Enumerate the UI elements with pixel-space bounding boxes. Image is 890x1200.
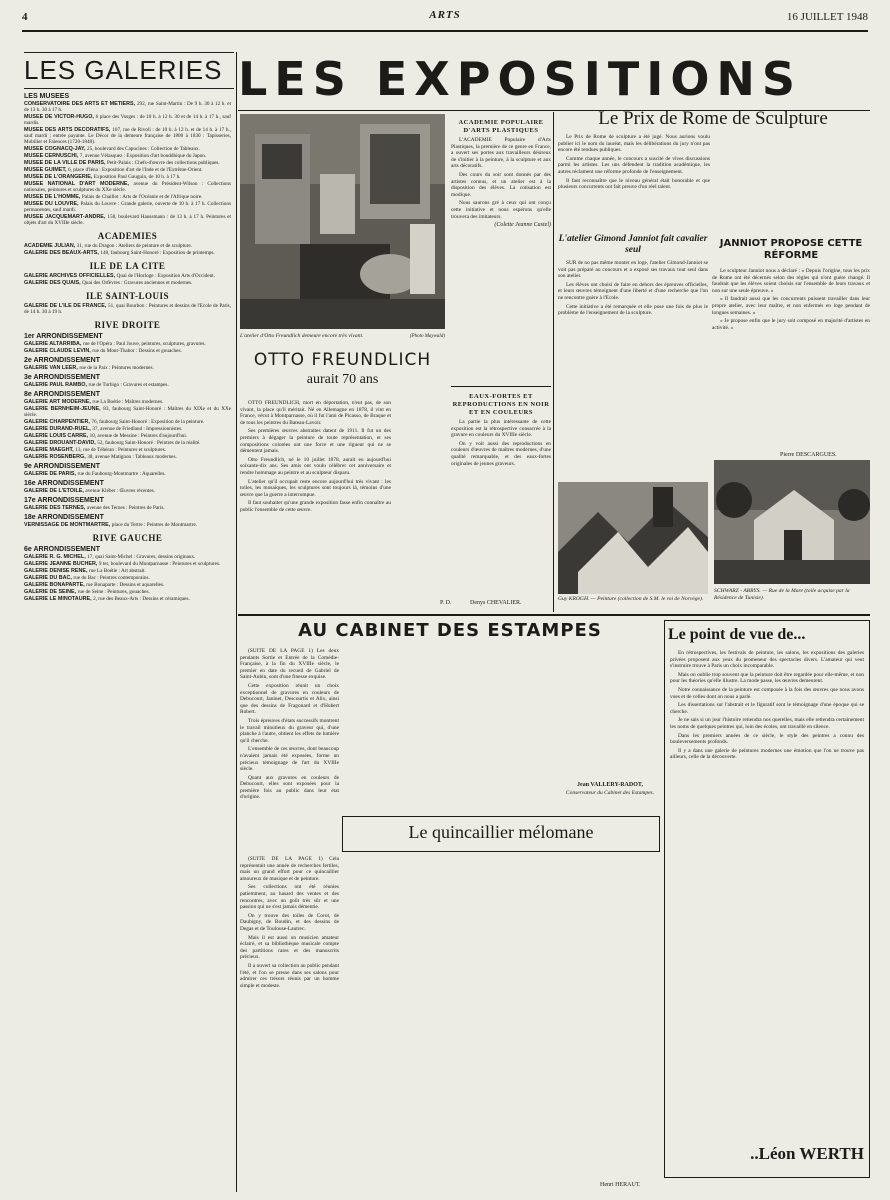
studio-photo-illustration <box>240 114 445 329</box>
galerie-details: 25, boulevard des Capucines : Collection de Tableaux. <box>87 146 200 152</box>
galeries-section-heading: ILE DE LA CITE <box>89 261 166 271</box>
galerie-details: rue du Mont-Thabor : Dessins et gouaches. <box>92 348 182 354</box>
galerie-entry <box>24 194 231 200</box>
galerie-entry <box>24 348 231 354</box>
galerie-name: MUSEE DE VICTOR-HUGO, <box>24 114 96 120</box>
freundlich-paragraph: L'atelier qu'il occupait reste encore aujourd'hui très vivant : les toiles, les mosaïques, les sculptures sont toujours là, témoins d'une œuvre que la guerre a interrompue. <box>240 478 391 498</box>
galerie-details: 37, avenue de Friedland : Impressionnistes. <box>92 426 183 432</box>
galerie-entry <box>24 181 231 193</box>
galerie-entry <box>24 127 231 145</box>
galeries-section-heading: 9e ARRONDISSEMENT <box>24 463 100 470</box>
galerie-entry <box>24 554 231 560</box>
galerie-name: GALERIE DENISE RENE, <box>24 568 89 574</box>
galerie-details: Petit-Palais : Chefs-d'œuvre des collections publiques. <box>106 160 220 166</box>
schwarz-caption: SCHWARZ - ABRYS. — Rue de la Mare (toile acquise par la Résidence de Tunisie). <box>714 588 850 601</box>
galerie-name: MUSEE DU LOUVRE, <box>24 201 81 207</box>
janniot-signature: Pierre DESCARGUES. <box>780 452 837 458</box>
galerie-details: rue de l'Opéra : Paul Jouve, peintures, sculptures, gravures. <box>82 341 206 347</box>
galerie-entry <box>24 167 231 173</box>
galerie-name: MUSEE JACQUEMART-ANDRE, <box>24 214 108 220</box>
galerie-name: GALERIE BERNHEIM-JEUNE, <box>24 406 104 412</box>
point-de-vue-paragraph: Notre connaissance de la peinture est composée à la fois des œuvres que nous avons vues et de celles dont on nous a parlé. <box>670 686 864 700</box>
galerie-details: Palais de Chaillot : Arts de l'Océanie et de l'Afrique noire. <box>81 194 203 200</box>
galerie-entry <box>24 146 231 152</box>
galerie-name: MUSEE DE LA VILLE DE PARIS, <box>24 160 107 166</box>
galerie-name: GALERIE DE PARIS, <box>24 471 78 477</box>
eaux-fortes-body <box>451 419 551 467</box>
galerie-entry <box>24 575 231 581</box>
galerie-name: CONSERVATOIRE DES ARTS ET METIERS, <box>24 101 137 107</box>
galerie-details: rue de Turbigo : Gravures et estampes. <box>88 382 169 388</box>
photo-credit: (Photo Maywald) <box>409 334 445 339</box>
estampes-paragraph: L'ensemble de ces œuvres, dont beaucoup n'avaient jamais été exposées, forme un précieux témoignage de l'art du XVIIIe siècle. <box>240 746 339 773</box>
estampes-paragraph: Quant aux gravures en couleurs de Debucourt, elles sont exposées pour la première fois au public dans leur état d'origine. <box>240 774 339 801</box>
galerie-details: rue La Boétie : Maîtres modernes. <box>92 399 164 405</box>
galeries-section-heading: LES MUSEES <box>24 93 70 100</box>
galerie-name: GALERIE ARCHIVES OFFICIELLES, <box>24 273 117 279</box>
freundlich-photo-caption <box>240 333 445 340</box>
galerie-name: MUSEE GUIMET, <box>24 167 69 173</box>
quincaillier-paragraph: On y trouve des toiles de Corot, de Daubigny, de Boudin, et des dessins de Degas et de Toulouse-Lautrec. <box>240 912 339 932</box>
janniot-title: JANNIOT PROPOSE CETTE RÉFORME <box>719 238 863 261</box>
galerie-entry <box>24 382 231 388</box>
galerie-entry <box>24 214 231 226</box>
academie-signature: (Colette Jeanne Castel) <box>494 222 551 229</box>
janniot-paragraph: « Je propose enfin que le jury soit composé en majorité d'artistes en activité. » <box>712 318 870 331</box>
galerie-name: GALERIE MAEGHT, <box>24 447 76 453</box>
galerie-entry <box>24 341 231 347</box>
painting-illustration <box>558 482 708 594</box>
quincaillier-paragraph: Ses collections ont été réunies patiemment, au hasard des ventes et des rencontres, avec un goût très sûr et une passion qui ne s'est jamais démentie. <box>240 884 339 911</box>
galerie-entry <box>24 201 231 213</box>
galerie-name: GALERIE LE MINOTAURE, <box>24 596 94 602</box>
point-de-vue-paragraph: Je ne sais si un jour l'histoire retiendra nos querelles, mais elle retiendra certainement les noms de quelques peintres qui, loin des écoles, ont travaillé en silence. <box>670 717 864 730</box>
galerie-name: GALERIE JEANNE BUCHER, <box>24 561 99 567</box>
galeries-section-heading: 1er ARRONDISSEMENT <box>24 333 103 340</box>
galerie-name: GALERIE DES TERNES, <box>24 505 87 511</box>
galerie-entry <box>24 399 231 405</box>
galerie-entry <box>24 303 231 315</box>
galeries-section-heading: RIVE DROITE <box>94 320 161 330</box>
galerie-details: avenue du Président-Wilson : Collections nationales, peintures et sculptures du XXe siècle. <box>24 181 231 193</box>
galerie-details: 158, boulevard Haussmann : de 13 h. à 17 h. Peintures et objets d'art du XVIIIe siècle. <box>24 214 231 226</box>
quincaillier-paragraph: Il a ouvert sa collection au public pendant l'été, et l'on se presse dans ses salons pour admirer ces trésors réunis par un homme simple et modeste. <box>240 962 339 989</box>
galerie-name: GALERIE DE SEINE, <box>24 589 78 595</box>
eaux-fortes-paragraph: La partie la plus intéressante de cette exposition est la rétrospective consacrée à la gravure en couleurs du XVIIIe siècle. <box>451 419 551 439</box>
galerie-details: avenue des Ternes : Peintres de Paris. <box>86 505 165 511</box>
galerie-name: GALERIE ART MODERNE, <box>24 399 93 405</box>
galerie-name: MUSEE COGNACQ-JAY, <box>24 146 88 152</box>
freundlich-headline <box>240 350 445 388</box>
point-de-vue-signature: ..Léon WERTH <box>750 1144 864 1163</box>
galerie-entry <box>24 505 231 511</box>
atelier-paragraph: SUR de no pas même monter en loge, l'atelier Gimond-Janniot se voit pas préparé au concours et a exposé ses travaux tout seul dans son atelier. <box>558 260 708 280</box>
academie-paragraph: Nous saurons gré à ceux qui ont conçu cette initiative et nous espérons qu'elle trouvera des imitateurs. <box>451 200 551 220</box>
quincaillier-article <box>240 856 660 1178</box>
galerie-details: rue La Boétie : Art abstrait. <box>89 568 146 574</box>
estampes-signature <box>560 780 660 810</box>
galerie-name: MUSEE CERNUSCHI, <box>24 153 80 159</box>
galeries-listing <box>24 90 231 1190</box>
academie-title: ACADEMIE POPULAIRE D'ARTS PLASTIQUES <box>458 119 544 134</box>
galerie-entry <box>24 471 231 477</box>
galerie-details: 7, avenue Vélasquez : Exposition d'art bouddhique du Japon. <box>79 153 207 159</box>
galerie-name: GALERIE CHARPENTIER, <box>24 419 92 425</box>
galerie-name: GALERIE DURAND-RUEL, <box>24 426 93 432</box>
galerie-name: GALERIE CLAUDE LEVIN, <box>24 348 93 354</box>
galerie-details: 107, rue de Rivoli : de 10 h. à 12 h. et de 14 h. à 17 h., sauf mardi ; entrée payante. Le Décor de la demeure française de 1800 à 1830 : Tapisseries, Mobilier et Faïences (1720-1848). <box>24 127 231 145</box>
galerie-details: place du Tertre : Peintres de Montmartre. <box>111 522 198 528</box>
galerie-details: 9 ter, boulevard du Montparnasse : Peintures et sculptures. <box>98 561 221 567</box>
point-de-vue-paragraph: En rétrospectives, les festivals de peinture, les salons, les expositions des galeries privées proposent aux yeux du promeneur des spectacles divers. L'amateur qui veut s'instruire trouve à Paris un choix incomparable. <box>670 650 864 670</box>
galeries-section-heading: 3e ARRONDISSEMENT <box>24 374 100 381</box>
galerie-entry <box>24 433 231 439</box>
galerie-entry <box>24 589 231 595</box>
galerie-name: VERNISSAGE DE MONTMARTRE, <box>24 522 112 528</box>
galerie-details: rue du Bac : Peintres contemporains. <box>73 575 150 581</box>
galerie-details: rue Bonaparte : Dessins et aquarelles. <box>86 582 165 588</box>
galerie-details: 10, avenue de Messine : Peintres d'aujourd'hui. <box>89 433 188 439</box>
galerie-entry <box>24 273 231 279</box>
galerie-name: GALERIE PAUL RAMBO, <box>24 382 89 388</box>
galerie-details: 52, faubourg Saint-Honoré : Peintres de la réalité. <box>97 440 201 446</box>
janniot-paragraph: Le sculpteur Janniot nous a déclaré : « Depuis l'origine, tous les prix de Rome ont été décernés selon des règles qui n'ont guère changé. Il faudrait que les élèves soient choisis sur l'ensemble de leurs travaux et non sur une seule épreuve. » <box>712 268 870 294</box>
point-de-vue-paragraph: Dans les premiers années de ce siècle, le style des peintres a connu des bouleversements profonds. <box>670 732 864 746</box>
academie-paragraph: L'ACADEMIE Populaire d'Arts Plastiques, la première de ce genre en France, a ouvert ses portes aux travailleurs désireux de s'initier à la peinture, à la sculpture et aux arts décoratifs. <box>451 137 551 170</box>
galerie-details: rue du Faubourg-Montmartre : Aquarelles. <box>77 471 166 477</box>
eaux-fortes-article <box>451 388 551 610</box>
academie-article <box>451 114 551 384</box>
estampes-paragraph: Cette exposition réunit un choix exceptionnel de gravures en couleurs de Debucourt, Janinet, Descourtis et Alix, ainsi que des dessins de Fragonard et d'Hubert Robert. <box>240 682 339 716</box>
galerie-name: GALERIE ROSENBERG, <box>24 454 88 460</box>
galerie-entry <box>24 101 231 113</box>
academie-rule <box>451 386 551 387</box>
galerie-name: GALERIE DE L'ILE DE FRANCE, <box>24 303 109 309</box>
point-de-vue-paragraph: Mais on oublie trop souvent que la peinture doit être regardée pour elle-même, et non pour les théories qu'elle illustre. La mode passe, les œuvres demeurent. <box>670 671 864 685</box>
galerie-name: GALERIE DES BEAUX-ARTS, <box>24 250 101 256</box>
galerie-entry <box>24 419 231 425</box>
freundlich-title: OTTO FREUNDLICH <box>253 350 432 370</box>
galerie-name: GALERIE BONAPARTE, <box>24 582 87 588</box>
prix-de-rome-article <box>558 134 870 232</box>
galerie-entry <box>24 243 231 249</box>
galerie-details: 17, quai Saint-Michel : Gravures, dessins originaux. <box>87 554 196 560</box>
galerie-entry <box>24 447 231 453</box>
galerie-name: GALERIE ALTARRIBA, <box>24 341 83 347</box>
freundlich-paragraph: OTTO FREUNDLICH, mort en déportation, n'eut pas, de son vivant, la place qu'il méritait. Né en Allemagne en 1878, il vint en France, vécut à Montparnasse, où il fut l'ami de Picasso, de Braque et de tous les peintres du Bateau-Lavoir. <box>240 400 391 426</box>
freundlich-subtitle: aurait 70 ans <box>306 372 379 387</box>
estampes-paragraph: Trois épreuves d'états successifs montrent le travail minutieux du graveur qui, d'une planche à l'autre, obtient les effets de lumière qu'il cherche. <box>240 717 339 744</box>
galerie-name: ACADEMIE JULIAN, <box>24 243 77 249</box>
galerie-details: 140, faubourg Saint-Honoré : Exposition de printemps. <box>100 250 215 256</box>
galeries-section-heading: 8e ARRONDISSEMENT <box>24 391 100 398</box>
galerie-details: 6, place d'Iéna : Exposition d'art de l'Inde et de l'Extrême-Orient. <box>68 167 203 173</box>
eaux-fortes-signature: Denys CHEVALIER. <box>470 600 522 606</box>
galerie-entry <box>24 454 231 460</box>
galerie-name: MUSEE DE L'ORANGERIE, <box>24 174 94 180</box>
galeries-title: LES GALERIES <box>24 52 234 89</box>
estampes-paragraph: (SUITE DE LA PAGE 1) Les deux pendants Sortie et Entrée de la Comédie-Française, à la fin du XVIIIe siècle, le premier en date du recueil de Gabriel de Saint-Aubin, sont d'une finesse exquise. <box>240 648 339 681</box>
galerie-details: avenue Kléber : Œuvres récentes. <box>85 488 155 494</box>
galerie-name: MUSEE NATIONAL D'ART MODERNE, <box>24 181 134 187</box>
column-rule-2 <box>553 112 554 612</box>
galerie-details: Quai des Orfèvres : Gravures anciennes et modernes. <box>82 280 193 286</box>
quincaillier-signature: Henri HERAUT. <box>600 1182 641 1188</box>
galerie-entry <box>24 160 231 166</box>
janniot-paragraph: « Il faudrait aussi que les concurrents puissent travailler dans leur propre atelier, avec leur maître, et non enfermés en loge pendant de longues semaines. » <box>712 296 870 316</box>
galeries-section-heading: RIVE GAUCHE <box>92 533 163 543</box>
column-rule <box>236 52 237 1192</box>
atelier-paragraph: Les élèves ont choisi de faire en dehors des épreuves officielles, et leurs œuvres témoignent d'une liberté et d'une recherche que l'on ne rencontre guère à l'Ecole. <box>558 281 708 301</box>
freundlich-paragraph: Ses premières œuvres abstraites datent de 1911. Il fut un des premiers à dégager la peinture de toute représentation, et ses compositions colorées ont une force et une rigueur qui ne se démentent jamais. <box>240 428 391 455</box>
galerie-entry <box>24 440 231 446</box>
galerie-name: GALERIE LOUIS CARRE, <box>24 433 90 439</box>
galerie-details: 31, rue du Dragon : Ateliers de peinture et de sculpture. <box>76 243 192 249</box>
galerie-name: GALERIE DES QUAIS, <box>24 280 83 286</box>
galerie-details: 38, avenue Matignon : Tableaux modernes. <box>87 454 177 460</box>
galerie-entry <box>24 250 231 256</box>
galerie-entry <box>24 280 231 286</box>
point-de-vue-title: Le point de vue de... <box>668 626 806 643</box>
prix-de-rome-title: Le Prix de Rome de Sculpture <box>598 108 828 129</box>
galerie-details: 51, quai Bourbon : Peintures et dessins de l'Ecole de Paris, de 14 h. 30 à 19 h. <box>24 303 231 315</box>
freundlich-paragraph: Otto Freundlich, né le 10 juillet 1878, aurait eu aujourd'hui soixante-dix ans. Ses amis ont voulu célébrer cet anniversaire et rendre hommage au peintre et au sculpteur disparu. <box>240 456 391 476</box>
folio-header <box>22 6 868 32</box>
section-rule <box>238 614 870 616</box>
galeries-section-heading: 6e ARRONDISSEMENT <box>24 546 100 553</box>
galeries-section-heading: ILE SAINT-LOUIS <box>86 291 169 301</box>
quincaillier-title: Le quincaillier mélomane <box>408 822 594 842</box>
prix-de-rome-paragraph: Comme chaque année, le concours a suscité de vives discussions parmi les artistes. Les uns défendent la tradition académique, les autres réclament une réforme profonde de l'enseignement. <box>558 155 710 175</box>
street-painting-illustration <box>714 460 870 584</box>
galerie-name: MUSEE DES ARTS DECORATIFS, <box>24 127 113 133</box>
galerie-details: 13, rue de Téhéran : Peintures et sculptures. <box>75 447 167 453</box>
freundlich-signature: P. D. <box>440 600 452 606</box>
galerie-details: 292, rue Saint-Martin : De 9 h. 30 à 12 h. et de 13 h. 30 à 17 h. <box>24 101 231 113</box>
publication-name: ARTS <box>429 9 461 21</box>
galerie-entry <box>24 365 231 371</box>
galerie-details: rue de Seine : Peintures, gouaches. <box>77 589 150 595</box>
galerie-name: MUSEE DE L'HOMME, <box>24 194 82 200</box>
galerie-entry <box>24 561 231 567</box>
galerie-entry <box>24 406 231 418</box>
schwarz-abrys-photo <box>714 460 870 584</box>
freundlich-paragraph: Il faut souhaiter qu'une grande exposition fasse enfin connaître au public l'ensemble de cette œuvre. <box>240 500 391 513</box>
galerie-name: GALERIE DU BAC, <box>24 575 74 581</box>
quincaillier-paragraph: Mais il est aussi un musicien amateur éclairé, et sa bibliothèque musicale compte des partitions rares et des manuscrits précieux. <box>240 934 339 961</box>
galerie-details: 6 place des Vosges : de 10 h. à 12 h. 30 et de 14 h. à 17 h., sauf mardis. <box>24 114 231 126</box>
galerie-name: GALERIE DROUANT-DAVID, <box>24 440 98 446</box>
freundlich-photo <box>240 114 445 329</box>
galerie-entry <box>24 568 231 574</box>
galerie-details: Palais du Louvre : Grande galerie, ouverte de 10 h. à 17 h. Collections permanentes, sauf mardi. <box>24 201 231 213</box>
galeries-section-heading: 16e ARRONDISSEMENT <box>24 480 104 487</box>
atelier-paragraph: Cette initiative a été remarquée et elle pose une fois de plus le problème de l'enseignement de la sculpture. <box>558 303 708 317</box>
prix-de-rome-paragraph: Le Prix de Rome de sculpture a été jugé. Nous aurions voulu publier ici le nom du lauréat, mais les délibérations du jury n'ont pas encore été rendues publiques. <box>558 134 710 154</box>
point-de-vue-paragraph: Il y a dans une galerie de peintures modernes une émotion que l'on ne trouve pas ailleurs, celle de la découverte. <box>670 747 864 761</box>
galerie-name: GALERIE R. G. MICHEL, <box>24 554 88 560</box>
point-de-vue-paragraph: Les dissertations sur l'abstrait et le figuratif sont le témoignage d'une époque qui se cherche. <box>670 702 864 715</box>
galerie-details: rue de la Paix : Peintures modernes. <box>79 365 154 371</box>
point-de-vue-article <box>670 650 864 1140</box>
estampes-signature-name: Jean VALLERY-RADOT, <box>577 782 643 788</box>
galerie-entry <box>24 596 231 602</box>
galeries-section-heading: 18e ARRONDISSEMENT <box>24 514 104 521</box>
issue-date: 16 JUILLET 1948 <box>786 11 868 23</box>
galerie-name: GALERIE VAN LEER, <box>24 365 80 371</box>
galerie-entry <box>24 174 231 180</box>
galerie-details: Exposition Paul Gauguin, de 10 h. à 17 h. <box>93 174 181 180</box>
caption-text: L'atelier d'Otto Freundlich demeure encore très vivant. <box>240 333 364 339</box>
eaux-fortes-title: EAUX-FORTES ET REPRODUCTIONS EN NOIR ET EN COULEURS <box>452 393 550 416</box>
galerie-details: 83, faubourg Saint-Honoré : Maîtres du XIXe et du XXe siècle. <box>24 406 231 418</box>
estampes-title: AU CABINET DES ESTAMPES <box>298 620 602 641</box>
atelier-article <box>558 260 708 480</box>
academie-paragraph: Des cours du soir sont donnés par des artistes connus, et un atelier est à la disposition des élèves. La cotisation est modique. <box>451 171 551 198</box>
galeries-section-heading: 17e ARRONDISSEMENT <box>24 497 104 504</box>
krogh-caption: Guy KROGH. — Peinture (collection de S.M. le roi de Norvège). <box>558 596 704 602</box>
galerie-details: 76, faubourg Saint-Honoré : Exposition de la peinture. <box>91 419 205 425</box>
galerie-name: GALERIE DE L'ETOILE, <box>24 488 86 494</box>
atelier-title: L'atelier Gimond Janniot fait cavalier seul <box>558 234 708 255</box>
galerie-entry <box>24 426 231 432</box>
prix-de-rome-paragraph: Il faut reconnaître que le niveau général était honorable et que plusieurs concurrents ont fait preuve d'un réel talent. <box>558 177 710 191</box>
page-number: 4 <box>22 11 28 23</box>
estampes-signature-role: Conservateur du Cabinet des Estampes. <box>565 790 655 796</box>
academie-body <box>451 137 551 220</box>
galerie-entry <box>24 522 231 528</box>
galerie-details: 2, rue des Beaux-Arts : Dessins et céramiques. <box>93 596 190 602</box>
galerie-details: Quai de l'Horloge : Exposition Arts d'Occident. <box>116 273 215 279</box>
galerie-entry <box>24 488 231 494</box>
krogh-painting-photo <box>558 482 708 594</box>
quincaillier-paragraph: (SUITE DE LA PAGE 1) Cela représentait une année de recherches fertiles, mais un grand effort pour ce quincaillier amoureux de musique et de peinture. <box>240 856 339 882</box>
galeries-section-heading: 2e ARRONDISSEMENT <box>24 357 100 364</box>
eaux-fortes-paragraph: On y voit aussi des reproductions en couleurs d'œuvres de maîtres modernes, d'une qualité remarquable, et des eaux-fortes originales de jeunes graveurs. <box>451 440 551 467</box>
main-title: LES EXPOSITIONS <box>238 52 803 106</box>
galerie-entry <box>24 582 231 588</box>
galerie-entry <box>24 114 231 126</box>
janniot-article <box>712 268 870 448</box>
galeries-section-heading: ACADEMIES <box>97 231 158 241</box>
galerie-entry <box>24 153 231 159</box>
